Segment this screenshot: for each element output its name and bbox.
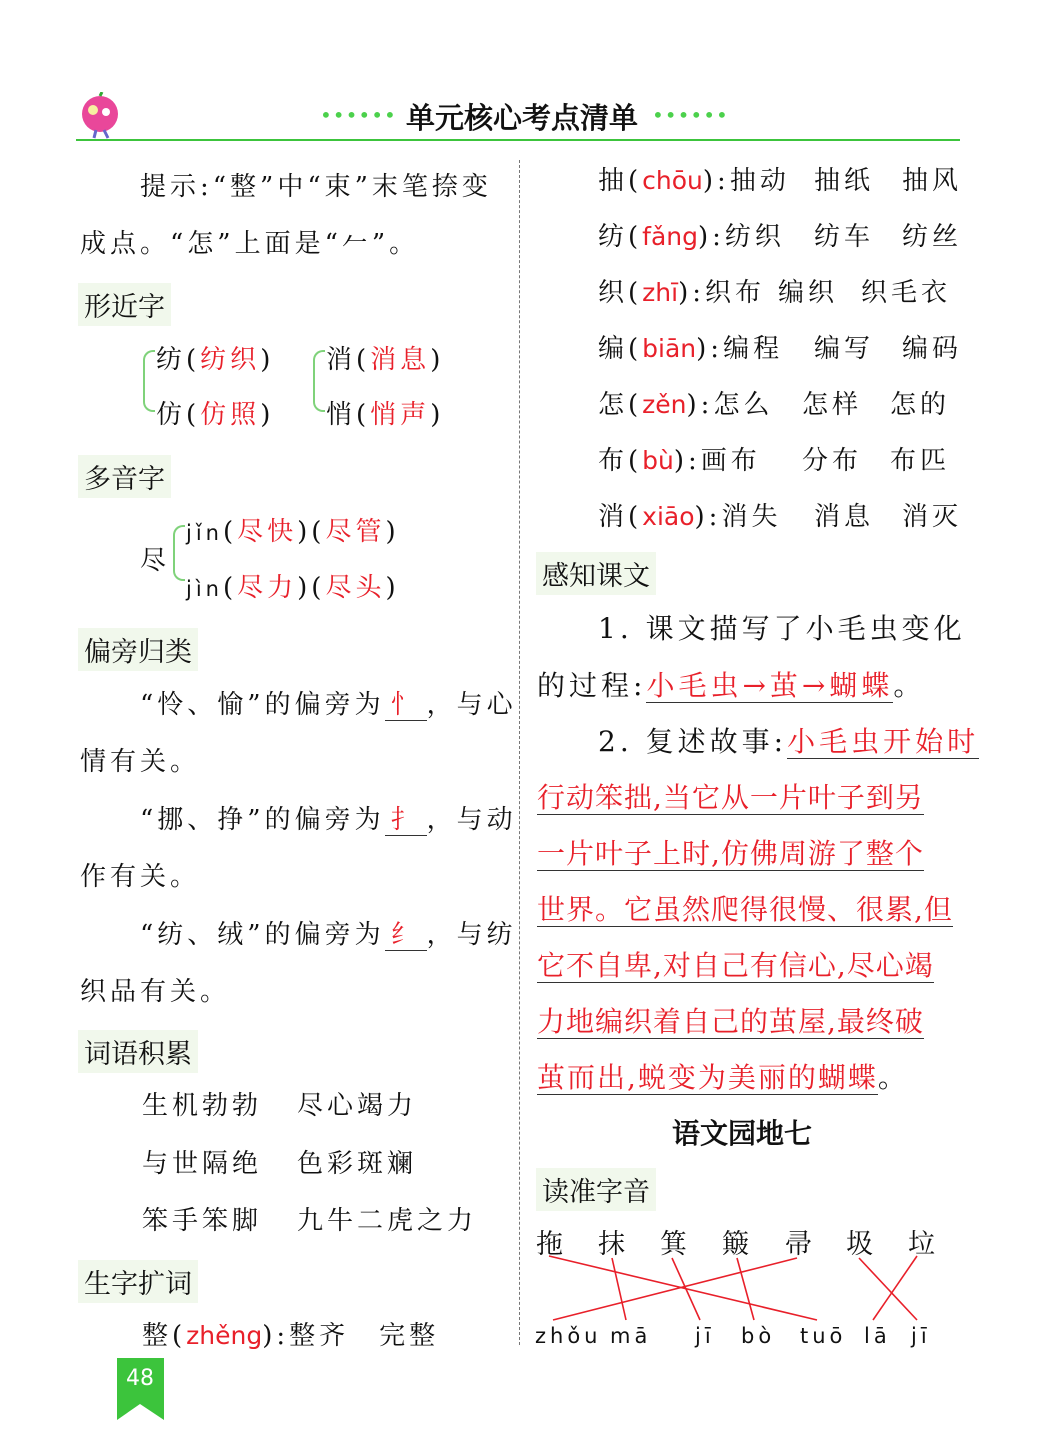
poly-reading: jǐn(尽快)(尽管) — [186, 517, 400, 547]
expansion-word — [802, 440, 862, 477]
text: 织 — [598, 278, 629, 308]
word-expansion: 消(xiāo):消失 — [598, 502, 782, 532]
hint-line: 提示:“整”中“束”末笔捺变 — [140, 172, 492, 202]
match-char — [660, 1222, 691, 1261]
answer-line — [537, 776, 924, 816]
expansion-word — [814, 328, 874, 365]
text: jǐn — [186, 521, 223, 545]
word-expansion: 整(zhěng):整齐 完整 — [142, 1321, 440, 1351]
poly-reading: jìn(尽力)(尽头) — [186, 573, 400, 603]
text: jī — [695, 1324, 715, 1348]
text: biān — [642, 334, 697, 363]
text: ，与动 — [426, 805, 517, 835]
text: 怎么 — [713, 390, 774, 420]
text: 抽风 — [902, 166, 963, 196]
section-text-understanding: 感知课文 — [536, 552, 656, 595]
text: 帚 — [785, 1229, 816, 1260]
page-title: 单元核心考点清单 — [406, 101, 639, 135]
text: 纺车 — [814, 222, 875, 252]
vocab-word: 生机勃勃 — [142, 1091, 263, 1121]
match-char — [846, 1222, 877, 1261]
word-expansion: 怎(zěn):怎么 — [598, 390, 774, 420]
text: 纺 — [598, 222, 629, 252]
text: 尽快 — [237, 517, 298, 547]
vocab-word: 色彩斑斓 — [297, 1149, 418, 1179]
section-similar-chars: 形近字 — [78, 283, 171, 326]
section-pronunciation: 读准字音 — [536, 1168, 656, 1211]
vocab-word: 与世隔绝 — [142, 1149, 263, 1179]
text: 编织 — [778, 278, 839, 308]
text: 抽动 — [729, 166, 790, 196]
text: 纺织 — [724, 222, 785, 252]
match-pinyin — [695, 1320, 715, 1350]
text: zhěng — [186, 1321, 263, 1350]
section-polyphonic: 多音字 — [78, 455, 171, 498]
text: 布匹 — [890, 446, 951, 476]
match-char — [536, 1222, 567, 1261]
text: 抹 — [598, 1229, 629, 1260]
text: 布 — [598, 446, 629, 476]
text: 纟 — [385, 920, 427, 951]
word-expansion: 布(bù):画布 — [598, 446, 761, 476]
text: 一片叶子上时,仿佛周游了整个 — [537, 837, 924, 870]
text: 怎 — [598, 390, 629, 420]
text: 茧而出,蜕变为美丽的蝴蝶 — [537, 1061, 878, 1094]
word-expansion: 编(biān):编程 — [598, 334, 784, 364]
text: chōu — [642, 166, 703, 195]
text: zěn — [642, 390, 687, 419]
section-title-garden: 语文园地七 — [672, 1117, 813, 1150]
word-expansion: 纺(fǎng):纺织 — [598, 222, 785, 252]
text: 编 — [598, 334, 629, 364]
text: 扌 — [385, 805, 427, 836]
word-expansion: 织(zhī):织布 — [598, 278, 766, 308]
text: 悄 — [326, 400, 357, 430]
section-vocabulary: 词语积累 — [78, 1030, 198, 1073]
text: :整齐 完整 — [276, 1321, 440, 1351]
text: 。 — [893, 669, 926, 702]
text: lā — [864, 1324, 891, 1348]
text: “挪、挣”的偏旁为 — [140, 805, 385, 835]
text: 力地编织着自己的茧屋,最终破 — [537, 1005, 924, 1038]
header-dots-right: •••••• — [652, 103, 729, 127]
expansion-word — [902, 216, 962, 253]
text: 世界。它虽然爬得很慢、很累,但 — [537, 893, 953, 926]
answer-line — [537, 888, 953, 928]
similar-item: 纺(纺织) — [156, 345, 275, 375]
expansion-word — [814, 496, 874, 533]
text: 分布 — [802, 446, 863, 476]
text: jìn — [186, 577, 223, 601]
text: 编程 — [723, 334, 784, 364]
match-pinyin — [610, 1320, 651, 1350]
match-pinyin — [800, 1320, 846, 1350]
text: 拖 — [536, 1229, 567, 1260]
text: 悄声 — [370, 400, 431, 430]
radical-line: 作有关。 — [80, 862, 201, 892]
text: jī — [911, 1324, 931, 1348]
text: xiāo — [642, 502, 695, 531]
text: 编码 — [902, 334, 963, 364]
text: 纺丝 — [902, 222, 963, 252]
text: 怎样 — [802, 390, 863, 420]
answer-line — [537, 832, 924, 872]
header-dots-left: •••••• — [320, 103, 397, 127]
expansion-word — [814, 216, 874, 253]
text: 小毛虫→茧→蝴蝶 — [646, 669, 894, 702]
text: 消息 — [814, 502, 875, 532]
text: 忄 — [385, 690, 427, 721]
expansion-word — [778, 272, 838, 309]
text: 怎的 — [890, 390, 951, 420]
text: 消 — [326, 345, 357, 375]
match-char — [598, 1222, 629, 1261]
text: 圾 — [846, 1229, 877, 1260]
hint-line: 成点。“怎”上面是“𠂉”。 — [80, 229, 420, 259]
text: 纺织 — [200, 345, 261, 375]
text: 箕 — [660, 1229, 691, 1260]
text: 消 — [598, 502, 629, 532]
text: mā — [610, 1324, 652, 1348]
text: 消息 — [370, 345, 431, 375]
text: 仿照 — [200, 400, 261, 430]
text: 整 — [142, 1321, 173, 1351]
text: 的过程: — [537, 669, 647, 702]
vocab-word: 尽心竭力 — [297, 1091, 418, 1121]
question-1: 1. 课文描写了小毛虫变化 — [598, 612, 966, 645]
text: 织布 — [705, 278, 766, 308]
text: 小毛虫开始时 — [787, 725, 980, 758]
poly-char: 尽 — [140, 546, 171, 576]
match-line — [612, 1258, 626, 1320]
text: 尽力 — [237, 573, 298, 603]
match-line — [873, 1256, 917, 1320]
text: 尽管 — [325, 517, 386, 547]
text: “纺、绒”的偏旁为 — [140, 920, 385, 950]
text: 消灭 — [902, 502, 963, 532]
text: ，与心 — [426, 690, 517, 720]
similar-item: 仿(仿照) — [156, 400, 275, 430]
text: 织毛衣 — [861, 278, 952, 308]
expansion-word — [861, 272, 951, 309]
word-expansion: 抽(chōu):抽动 — [598, 166, 790, 196]
text: 垃 — [908, 1229, 939, 1260]
text: tuō — [800, 1324, 847, 1348]
vocab-word: 笨手笨脚 — [142, 1206, 263, 1236]
match-char — [908, 1222, 939, 1261]
match-line — [737, 1258, 754, 1320]
text: 。 — [877, 1061, 908, 1094]
match-pinyin — [535, 1320, 602, 1350]
similar-item: 悄(悄声) — [326, 400, 445, 430]
text: “怜、愉”的偏旁为 — [140, 690, 385, 720]
similar-item: 消(消息) — [326, 345, 445, 375]
expansion-word — [890, 384, 950, 421]
expansion-word — [902, 160, 962, 197]
expansion-word — [902, 496, 962, 533]
answer-line — [537, 1000, 924, 1040]
match-pinyin — [864, 1320, 891, 1350]
text: ，与纺 — [426, 920, 517, 950]
text: bù — [642, 446, 674, 475]
radical-line: 情有关。 — [80, 747, 201, 777]
text: 尽头 — [325, 573, 386, 603]
text: 2. 复述故事: — [598, 725, 788, 758]
expansion-word — [890, 440, 950, 477]
match-line — [553, 1258, 797, 1320]
expansion-word — [802, 384, 862, 421]
vocab-word: 九牛二虎之力 — [297, 1206, 478, 1236]
answer-line — [537, 1056, 908, 1096]
section-radicals: 偏旁归类 — [78, 628, 198, 671]
text: bò — [741, 1324, 776, 1348]
text: zhī — [642, 278, 679, 307]
text: 它不自卑,对自己有信心,尽心竭 — [537, 949, 934, 982]
text: 纺 — [156, 345, 187, 375]
radical-line: 织品有关。 — [80, 977, 231, 1007]
expansion-word — [814, 160, 874, 197]
expansion-word — [902, 328, 962, 365]
text: 抽 — [598, 166, 629, 196]
match-char — [785, 1222, 816, 1261]
match-char — [722, 1222, 753, 1261]
text: 行动笨拙,当它从一片叶子到另 — [537, 781, 924, 814]
match-pinyin — [741, 1320, 775, 1350]
text: 编写 — [814, 334, 875, 364]
match-pinyin — [911, 1320, 931, 1350]
text: 仿 — [156, 400, 187, 430]
text: 簸 — [722, 1229, 753, 1260]
text: zhǒu — [535, 1324, 602, 1348]
text: 消失 — [721, 502, 782, 532]
text: 抽纸 — [814, 166, 875, 196]
text: fǎng — [642, 222, 699, 251]
text: 画布 — [700, 446, 761, 476]
section-new-chars: 生字扩词 — [78, 1260, 198, 1303]
page-number: 48 — [126, 1366, 154, 1391]
answer-line — [537, 944, 934, 984]
